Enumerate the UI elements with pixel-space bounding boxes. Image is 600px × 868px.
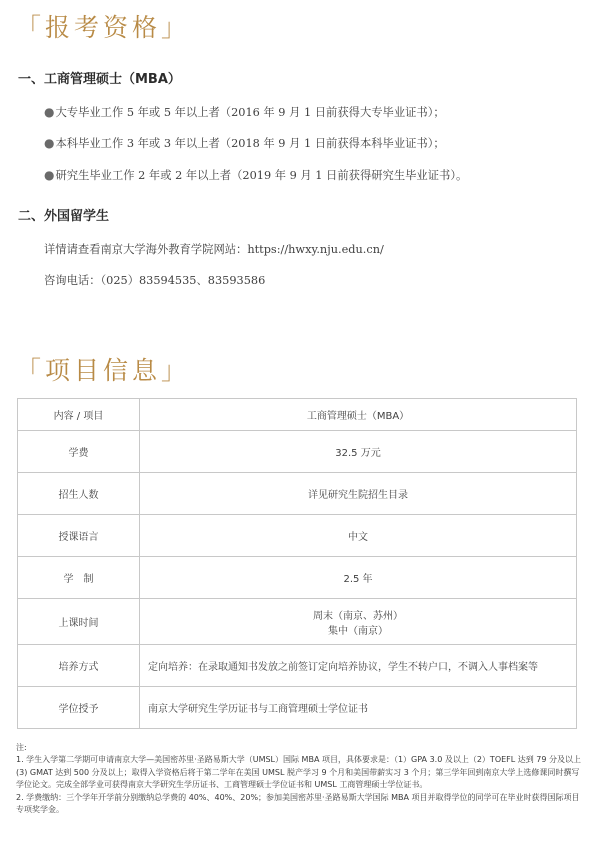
row-value xyxy=(140,599,577,645)
row-value: 中文 xyxy=(140,515,577,557)
website-line: 详情请查看南京大学海外教育学院网站：https://hwxy.nju.edu.cn/ xyxy=(44,243,384,256)
table-row xyxy=(18,557,577,599)
row-value: 2.5 年 xyxy=(140,557,577,599)
row-value: 详见研究生院招生目录 xyxy=(140,473,577,515)
row-value: 32.5 万元 xyxy=(140,431,577,473)
table-header-cell: 工商管理硕士（MBA） xyxy=(140,399,577,431)
program-info-table xyxy=(17,398,577,729)
row-key: 招生人数 xyxy=(18,473,140,515)
bullet-dot-icon: ● xyxy=(44,105,55,119)
heading-mba: 一、工商管理硕士（MBA） xyxy=(18,72,181,87)
table-row xyxy=(18,431,577,473)
row-key: 培养方式 xyxy=(18,645,140,687)
section-title-eligibility: 「报考资格」 xyxy=(16,13,191,42)
row-value: 南京大学研究生学历证书与工商管理硕士学位证书 xyxy=(140,687,577,729)
row-value-line: 集中（南京） xyxy=(328,625,388,637)
notes-label: 注: xyxy=(16,743,27,752)
bullet-text: 研究生毕业工作 2 年或 2 年以上者（2019 年 9 月 1 日前获得研究生毕业证书）。 xyxy=(55,169,468,182)
heading-foreign-students: 二、外国留学生 xyxy=(18,209,110,224)
row-key: 学费 xyxy=(18,431,140,473)
row-value: 定向培养：在录取通知书发放之前签订定向培养协议，学生不转户口，不调入人事档案等 xyxy=(140,645,577,687)
phone-line: 咨询电话：（025）83594535、83593586 xyxy=(44,274,266,287)
bullet-dot-icon: ● xyxy=(44,168,55,182)
note-item: 2. 学费缴纳：三个学年开学前分别缴纳总学费的 40%、40%、20%；参加美国密苏里·圣路易斯大学国际 MBA 项目并取得学位的同学可在毕业时获得国际项目专项奖学金。 xyxy=(16,792,580,815)
table-row xyxy=(18,687,577,729)
bullet-item xyxy=(44,167,467,183)
table-row xyxy=(18,645,577,687)
row-key: 上课时间 xyxy=(18,599,140,645)
footnotes xyxy=(16,742,584,816)
bullet-item xyxy=(44,135,445,151)
row-key: 学位授予 xyxy=(18,687,140,729)
row-key: 授课语言 xyxy=(18,515,140,557)
bullet-item xyxy=(44,104,445,120)
row-key: 学 制 xyxy=(18,557,140,599)
table-row xyxy=(18,515,577,557)
table-header-cell: 内容 / 项目 xyxy=(18,399,140,431)
note-item: 1. 学生入学第二学期可申请南京大学—美国密苏里·圣路易斯大学（UMSL）国际 MBA 项目，具体要求是：（1）GPA 3.0 及以上（2）TOEFL 达到 79 分及以上(3) GMAT 达到 500 分及以上；取得入学资格后将于第二学年在美国 UMSL 脱产学习 9 个月和美国带薪实习 3 个月；第三学年回到南京大学上选修课同时撰写学位论文。完成全部学业可获得南京大学研究生学历证书、工商管理硕士学位证书和 UMSL 工商管理硕士学位证书。 xyxy=(16,755,582,790)
bullet-text: 本科毕业工作 3 年或 3 年以上者（2018 年 9 月 1 日前获得本科毕业证书）； xyxy=(55,137,445,150)
row-value-line: 周末（南京、苏州） xyxy=(313,610,403,622)
section-title-program-info: 「项目信息」 xyxy=(16,356,191,385)
bullet-text: 大专毕业工作 5 年或 5 年以上者（2016 年 9 月 1 日前获得大专毕业证书）； xyxy=(55,106,445,119)
bullet-dot-icon: ● xyxy=(44,136,55,150)
table-header-row xyxy=(18,399,577,431)
table-row xyxy=(18,599,577,645)
table-row xyxy=(18,473,577,515)
